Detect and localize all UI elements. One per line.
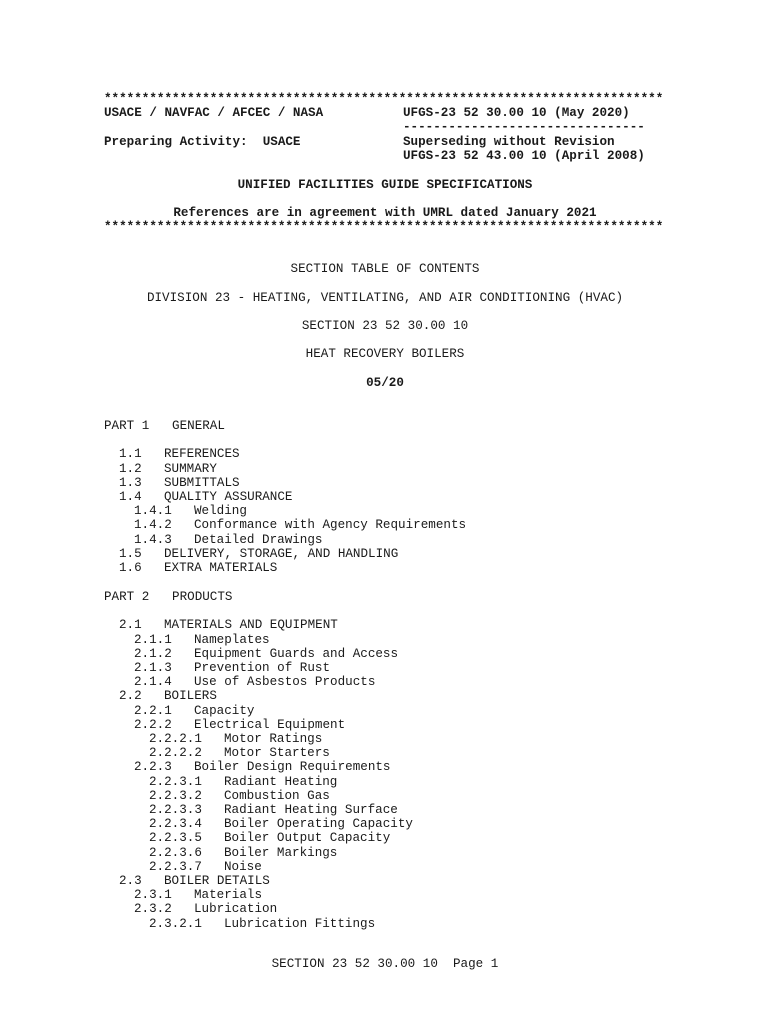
toc-item-label: Lubrication: [194, 902, 278, 916]
header-agencies: USACE / NAVFAC / AFCEC / NASA: [104, 106, 324, 120]
toc-item-label: BOILER DETAILS: [164, 874, 270, 888]
toc-item-label: EXTRA MATERIALS: [164, 561, 278, 575]
toc-item-label: Use of Asbestos Products: [194, 675, 376, 689]
toc-item-number: 1.4: [119, 490, 142, 504]
toc-item-label: Electrical Equipment: [194, 718, 346, 732]
toc-item-number: 1.2: [119, 462, 142, 476]
toc-item-number: 2.1: [119, 618, 142, 632]
toc-item-label: Motor Ratings: [224, 732, 323, 746]
toc-item-number: 2.2.3.6: [149, 846, 202, 860]
header-superseding: Superseding without Revision: [403, 135, 615, 149]
header-preparing-activity: Preparing Activity: USACE: [104, 135, 301, 149]
toc-item-number: 2.2.3.3: [149, 803, 202, 817]
toc-item-number: 2.2.2.2: [149, 746, 202, 760]
toc-item-number: 1.1: [119, 447, 142, 461]
toc-item-label: REFERENCES: [164, 447, 240, 461]
toc-section-number: SECTION 23 52 30.00 10: [301, 319, 469, 333]
header-title: UNIFIED FACILITIES GUIDE SPECIFICATIONS: [237, 178, 533, 192]
toc-item-number: 2.2.3: [134, 760, 172, 774]
toc-item-label: Boiler Design Requirements: [194, 760, 391, 774]
toc-section-name: HEAT RECOVERY BOILERS: [305, 347, 465, 361]
toc-item-number: 1.4.1: [134, 504, 172, 518]
toc-item-number: 2.2.3.1: [149, 775, 202, 789]
toc-item-label: Prevention of Rust: [194, 661, 331, 675]
page-footer: SECTION 23 52 30.00 10 Page 1: [271, 957, 499, 971]
toc-item-label: Capacity: [194, 704, 255, 718]
toc-item-label: QUALITY ASSURANCE: [164, 490, 293, 504]
toc-item-number: 2.2.3.5: [149, 831, 202, 845]
toc-item-label: SUBMITTALS: [164, 476, 240, 490]
toc-item-number: 2.2.3.4: [149, 817, 202, 831]
header-references: References are in agreement with UMRL dated January 2021: [173, 206, 597, 220]
toc-item-number: 2.1.3: [134, 661, 172, 675]
toc-item-number: 1.5: [119, 547, 142, 561]
toc-item-number: 2.2: [119, 689, 142, 703]
toc-item-label: Nameplates: [194, 633, 270, 647]
toc-item-label: Boiler Markings: [224, 846, 338, 860]
toc-item-label: Radiant Heating: [224, 775, 338, 789]
header-ufgs-number: UFGS-23 52 30.00 10 (May 2020): [403, 106, 630, 120]
toc-item-label: Conformance with Agency Requirements: [194, 518, 467, 532]
toc-item-number: 2.1.1: [134, 633, 172, 647]
toc-item-number: 2.2.3.7: [149, 860, 202, 874]
toc-item-number: 2.1.4: [134, 675, 172, 689]
toc-date: 05/20: [366, 376, 404, 390]
toc-item-number: 2.3.2.1: [149, 917, 202, 931]
header-stars-top: **************************************************************************: [104, 92, 664, 106]
toc-item-label: Welding: [194, 504, 247, 518]
toc-item-number: 1.3: [119, 476, 142, 490]
toc-item-number: 1.4.2: [134, 518, 172, 532]
toc-item-number: 2.2.2.1: [149, 732, 202, 746]
toc-heading: SECTION TABLE OF CONTENTS: [290, 262, 480, 276]
toc-item-label: Lubrication Fittings: [224, 917, 376, 931]
toc-item-label: DELIVERY, STORAGE, AND HANDLING: [164, 547, 399, 561]
toc-item-number: 2.3.2: [134, 902, 172, 916]
toc-part-title: PART 2 PRODUCTS: [104, 590, 233, 604]
header-stars-bottom: **************************************************************************: [104, 220, 664, 234]
toc-division: DIVISION 23 - HEATING, VENTILATING, AND AIR CONDITIONING (HVAC): [146, 291, 624, 305]
toc-item-number: 2.2.1: [134, 704, 172, 718]
header-superseded-number: UFGS-23 52 43.00 10 (April 2008): [403, 149, 645, 163]
toc-item-number: 2.3: [119, 874, 142, 888]
toc-item-label: SUMMARY: [164, 462, 217, 476]
toc-item-label: Noise: [224, 860, 262, 874]
toc-item-number: 1.4.3: [134, 533, 172, 547]
toc-item-label: MATERIALS AND EQUIPMENT: [164, 618, 338, 632]
toc-item-number: 2.2.3.2: [149, 789, 202, 803]
toc-part-title: PART 1 GENERAL: [104, 419, 225, 433]
header-rule: --------------------------------: [403, 120, 645, 134]
toc-item-number: 2.2.2: [134, 718, 172, 732]
toc-item-label: Combustion Gas: [224, 789, 330, 803]
toc-item-number: 2.1.2: [134, 647, 172, 661]
toc-item-number: 2.3.1: [134, 888, 172, 902]
toc-item-label: Boiler Output Capacity: [224, 831, 391, 845]
toc-item-label: Detailed Drawings: [194, 533, 323, 547]
toc-item-label: Materials: [194, 888, 263, 902]
toc-item-number: 1.6: [119, 561, 142, 575]
toc-item-label: Motor Starters: [224, 746, 330, 760]
toc-item-label: BOILERS: [164, 689, 217, 703]
toc-item-label: Equipment Guards and Access: [194, 647, 399, 661]
toc-item-label: Radiant Heating Surface: [224, 803, 398, 817]
toc-item-label: Boiler Operating Capacity: [224, 817, 413, 831]
